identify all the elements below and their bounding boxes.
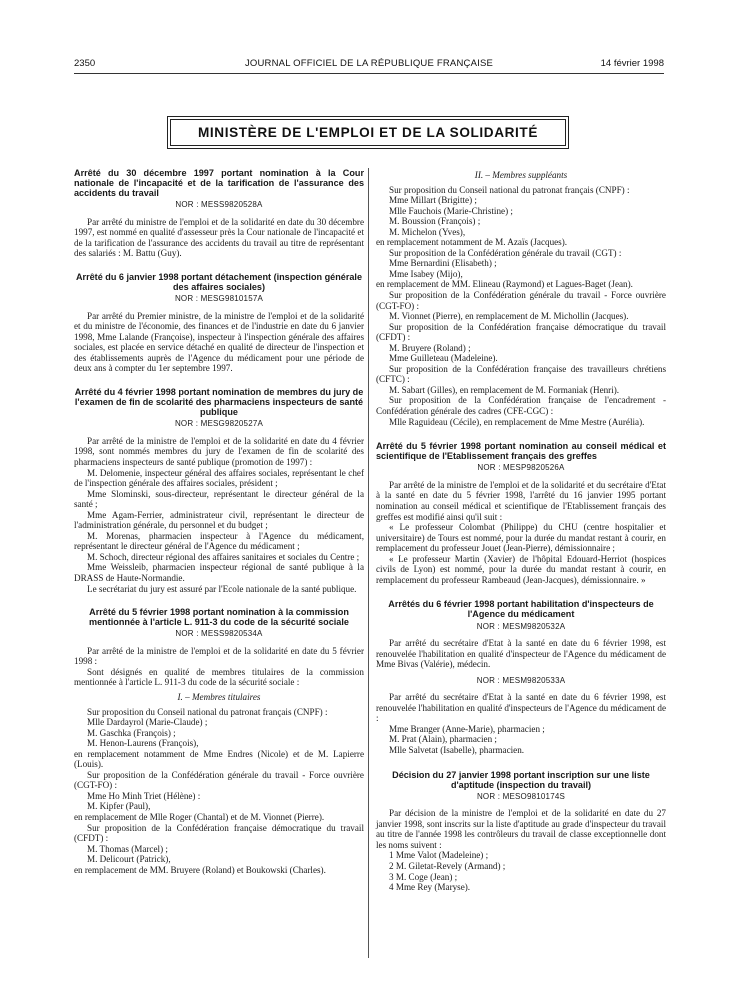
list-line: M. Thomas (Marcel) ; bbox=[87, 843, 168, 854]
subheading: II. – Membres suppléants bbox=[474, 170, 568, 180]
decree-title: Arrêté du 6 janvier 1998 portant détachement (inspection générale des affaires sociales) bbox=[75, 272, 363, 293]
nor-reference: NOR : MESM9820532A bbox=[476, 621, 566, 631]
decree-title: Arrêtés du 6 février 1998 portant habilitation d'inspecteurs de l'Agence du médicament bbox=[388, 599, 654, 620]
list-line: en remplacement de MM. Bruyere (Roland) et Boukowski (Charles). bbox=[74, 864, 326, 875]
paragraph: « Le professeur Colombat (Philippe) du CHU (centre hospitalier et universitaire) de Tours est nommé, pour la durée du mandat restant à courir, en remplacement du professeur Jouet (Jean-Pierre), démissionnaire ; bbox=[376, 522, 666, 554]
list-line: Mme Branger (Anne-Marie), pharmacien ; bbox=[389, 723, 545, 734]
right-column bbox=[376, 168, 666, 893]
list-line: Sur proposition de la Confédération française démocratique du travail (CFDT) : bbox=[376, 321, 666, 343]
column-divider bbox=[368, 168, 369, 958]
paragraph: Mme Agam-Ferrier, administrateur civil, représentant le directeur de l'administration générale, du personnel et du budget ; bbox=[74, 509, 364, 531]
decree-3 bbox=[74, 387, 364, 594]
decree-4 bbox=[74, 607, 364, 875]
list-line: Sur proposition de la Confédération générale du travail - Force ouvrière (CGT-FO) : bbox=[376, 290, 666, 311]
subheading: I. – Membres titulaires bbox=[177, 691, 261, 702]
list-line: en remplacement de Mlle Roger (Chantal) et de M. Vionnet (Pierre). bbox=[74, 812, 325, 822]
list-line: 3 M. Coge (Jean) ; bbox=[389, 871, 458, 882]
list-line: M. Sabart (Gilles), en remplacement de M. Formaniak (Henri). bbox=[389, 384, 620, 395]
list-line: Mme Bernardini (Elisabeth) ; bbox=[389, 258, 497, 269]
decree-title: Arrêté du 4 février 1998 portant nomination de membres du jury de l'examen de fin de scolarité des pharmaciens inspecteurs de santé publique bbox=[74, 387, 364, 418]
left-column bbox=[74, 168, 364, 875]
decree-2 bbox=[74, 272, 364, 374]
decree-title: Décision du 27 janvier 1998 portant inscription sur une liste d'aptitude (inspection du travail) bbox=[392, 769, 650, 790]
paragraph: Par arrêté de la ministre de l'emploi et de la solidarité en date du 4 février 1998, sont nommés membres du jury de l'examen de fin de scolarité des pharmaciens inspecteurs de santé publique (promotion de 1997) : bbox=[74, 435, 364, 467]
paragraph: M. Schoch, directeur régional des affaires sanitaires et sociales du Centre ; bbox=[87, 551, 360, 562]
list-line: M. Henon-Laurens (François), bbox=[87, 738, 199, 749]
list-line: Mme Ho Minh Triet (Hélène) : bbox=[87, 790, 201, 801]
list-line: M. Kipfer (Paul), bbox=[87, 801, 151, 812]
list-line: Mme Millart (Brigitte) ; bbox=[389, 195, 477, 206]
decree-title: Arrêté du 5 février 1998 portant nomination au conseil médical et scientifique de l'Etablissement français des greffes bbox=[376, 441, 666, 462]
list-line: Mme Isabey (Mijo), bbox=[389, 268, 463, 279]
list-line: M. Delicourt (Patrick), bbox=[87, 854, 171, 865]
nor-reference: NOR : MESM9820533A bbox=[476, 675, 566, 685]
journal-title: JOURNAL OFFICIEL DE LA RÉPUBLIQUE FRANÇAISE bbox=[244, 58, 494, 69]
decree-5 bbox=[376, 441, 666, 585]
list-line: M. Prat (Alain), pharmacien ; bbox=[389, 734, 497, 745]
list-line: Sur proposition de la Confédération française de l'encadrement - Confédération générale des cadres (CFE-CGC) : bbox=[376, 395, 666, 417]
list-line: en remplacement notamment de Mme Endres (Nicole) et de M. Lapierre (Louis). bbox=[74, 748, 364, 770]
list-line: Mlle Raguideau (Cécile), en remplacement de Mme Mestre (Aurélia). bbox=[389, 416, 645, 427]
paragraph: Par arrêté du Premier ministre, de la ministre de l'emploi et de la solidarité et du ministre de l'économie, des finances et de l'industrie en date du 6 janvier 1998, Mme Lalande (Françoise), inspecteur à l'inspection générale des affaires sociales, est placée en service détaché en qualité de directeur de l'inspection et des établissements auprès de l'Agence du médicament pour une période de deux ans à compter du 1er septembre 1997. bbox=[74, 310, 364, 374]
nor-reference: NOR : MESG9810157A bbox=[174, 294, 264, 304]
running-header bbox=[74, 58, 664, 72]
decree-1 bbox=[74, 168, 364, 259]
paragraph: Par arrêté de la ministre de l'emploi et de la solidarité en date du 5 février 1998 : bbox=[74, 645, 364, 667]
list-line: en remplacement notamment de M. Azaïs (Jacques). bbox=[376, 237, 568, 248]
list-line: 1 Mme Valot (Madeleine) ; bbox=[389, 850, 489, 861]
list-line: M. Gaschka (François) ; bbox=[87, 727, 176, 738]
decree-6 bbox=[376, 599, 666, 755]
list-line: M. Vionnet (Pierre), en remplacement de M. Michollin (Jacques). bbox=[389, 311, 629, 322]
nor-reference: NOR : MESP9820526A bbox=[477, 463, 565, 473]
header-rule bbox=[74, 73, 664, 74]
list-line: Sur proposition de la Confédération générale du travail (CGT) : bbox=[389, 247, 622, 258]
list-line: en remplacement de MM. Elineau (Raymond) et Lagues-Baget (Jean). bbox=[376, 279, 633, 290]
list-line: M. Michelon (Yves), bbox=[389, 226, 466, 237]
nor-reference: NOR : MESS9820534A bbox=[175, 629, 263, 639]
list-line: Mme Guilleteau (Madeleine). bbox=[389, 353, 498, 364]
page-number: 2350 bbox=[74, 58, 96, 69]
list-line: Sur proposition de la Confédération française des travailleurs chrétiens (CFTC) : bbox=[376, 363, 666, 385]
nor-reference: NOR : MESS9820528A bbox=[175, 200, 263, 210]
list-line: M. Bruyere (Roland) ; bbox=[389, 342, 471, 353]
paragraph: Par arrêté de la ministre de l'emploi et de la solidarité et du secrétaire d'Etat à la santé en date du 5 février 1998, l'arrêté du 16 janvier 1995 portant nomination au conseil médical et scientifique de l'Etablissement français des greffes est modifié ainsi qu'il suit : bbox=[376, 479, 666, 522]
paragraph: M. Delomenie, inspecteur général des affaires sociales, représentant le chef de l'inspection générale des affaires sociales, président ; bbox=[74, 467, 364, 489]
list-line: Mlle Salvetat (Isabelle), pharmacien. bbox=[389, 744, 525, 755]
list-line: Sur proposition du Conseil national du patronat français (CNPF) : bbox=[87, 706, 328, 717]
list-line: 2 M. Giletat-Revely (Armand) ; bbox=[389, 861, 506, 871]
paragraph: Par arrêté du secrétaire d'Etat à la santé en date du 6 février 1998, est renouvelée l'habilitation en qualité d'inspecteur de l'Agence du médicament de Mme Bivas (Valérie), médecin. bbox=[376, 638, 666, 670]
paragraph: M. Morenas, pharmacien inspecteur à l'Agence du médicament, représentant le directeur général de l'Agence du médicament ; bbox=[74, 530, 364, 552]
paragraph: Sont désignés en qualité de membres titulaires de la commission mentionnée à l'article L. 911-3 du code de la sécurité sociale : bbox=[74, 666, 364, 688]
list-line: Mlle Dardayrol (Marie-Claude) ; bbox=[87, 717, 208, 728]
paragraph: Par arrêté du ministre de l'emploi et de la solidarité en date du 30 décembre 1997, est nommé en qualité d'assesseur près la Cour nationale de l'incapacité et de la tarification de l'assurance des accidents du travail au titre de représentant des salariés : M. Battu (Guy). bbox=[74, 216, 364, 259]
nor-reference: NOR : MESG9820527A bbox=[174, 419, 264, 429]
issue-date: 14 février 1998 bbox=[600, 58, 664, 69]
list-line: Sur proposition de la Confédération générale du travail - Force ouvrière (CGT-FO) : bbox=[74, 769, 364, 791]
paragraph: Mme Weissleib, pharmacien inspecteur régional de santé publique à la DRASS de Haute-Normandie. bbox=[74, 562, 364, 583]
paragraph: Par décision de la ministre de l'emploi et de la solidarité en date du 27 janvier 1998, sont inscrits sur la liste d'aptitude au grade d'inspecteur du travail au titre de l'année 1998 les contrôleurs du travail de classe exceptionnelle dont les noms suivent : bbox=[376, 808, 666, 850]
ministry-title: MINISTÈRE DE L'EMPLOI ET DE LA SOLIDARITÉ bbox=[170, 119, 566, 146]
paragraph: Le secrétariat du jury est assuré par l'Ecole nationale de la santé publique. bbox=[87, 583, 357, 594]
list-line: Sur proposition de la Confédération française démocratique du travail (CFDT) : bbox=[74, 822, 364, 844]
list-line: M. Boussion (François) ; bbox=[389, 216, 481, 227]
list-line: 4 Mme Rey (Maryse). bbox=[389, 882, 471, 893]
decree-title: Arrêté du 30 décembre 1997 portant nomination à la Cour nationale de l'incapacité et de la tarification de l'assurance des accidents du travail bbox=[74, 168, 364, 199]
list-line: Mlle Fauchois (Marie-Christine) ; bbox=[389, 205, 513, 216]
ministry-box bbox=[167, 116, 569, 149]
nor-reference: NOR : MESO9810174S bbox=[476, 791, 566, 801]
decree-title: Arrêté du 5 février 1998 portant nomination à la commission mentionnée à l'article L. 911-3 du code de la sécurité sociale bbox=[89, 607, 349, 628]
paragraph: Mme Slominski, sous-directeur, représentant le directeur général de la santé ; bbox=[74, 488, 364, 510]
list-line: Sur proposition du Conseil national du patronat français (CNPF) : bbox=[389, 184, 630, 195]
decision-7 bbox=[376, 770, 666, 893]
paragraph: « Le professeur Martin (Xavier) de l'hôpital Edouard-Herriot (hospices civils de Lyon) est nommé, pour la durée du mandat restant à courir, en remplacement du professeur Rambeaud (Jean-Jacques), démissionnaire. » bbox=[376, 553, 666, 585]
decree-4-continued bbox=[376, 170, 666, 427]
paragraph: Par arrêté du secrétaire d'Etat à la santé en date du 6 février 1998, est renouvelée l'habilitation en qualité d'inspecteurs de l'Agence du médicament de : bbox=[376, 692, 666, 724]
